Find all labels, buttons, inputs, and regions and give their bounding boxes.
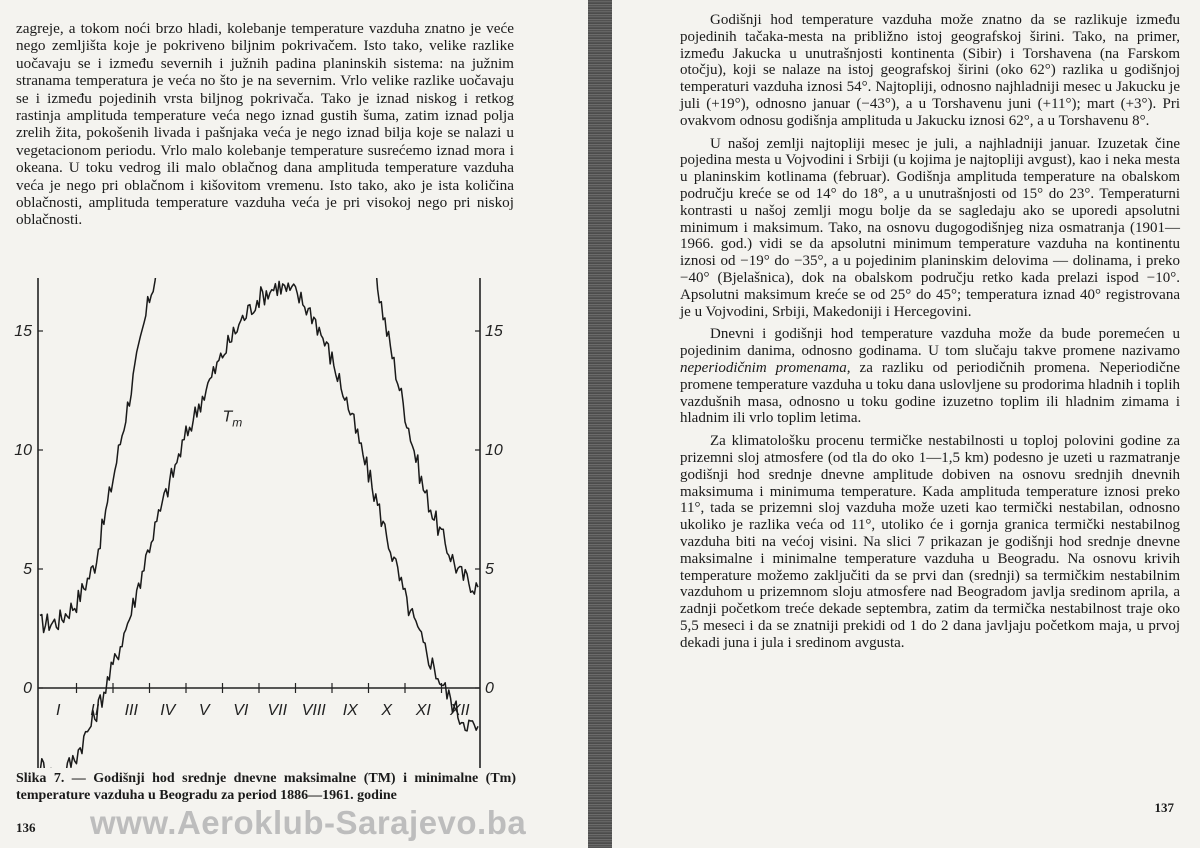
temperature-chart xyxy=(0,278,520,768)
left-y-tick-label: 5 xyxy=(23,561,32,578)
right-y-tick-label: 0 xyxy=(485,680,494,697)
paragraph-3-start: Dnevni i godišnji hod temperature vazduha može da bude poremećen u pojedinim danima, odnosno godinama. U tom slučaju takve promene nazivamo xyxy=(680,326,1180,360)
book-gutter xyxy=(588,0,612,848)
left-y-tick-label: 0 xyxy=(23,680,32,697)
month-label: VIII xyxy=(301,702,326,719)
right-paragraph-4: Za klimatološku procenu termičke nestabilnosti u toploj polovini godine za prizemni sloj atmosfere (od tla do oko 1—1,5 km) podesno je uzeti u razmatranje godišnji hod srednje dnevne amplitude dobiven na osnovu srednjih dnevnih maksimuma i minimuma temperature. Kada amplituda temperature iznosi preko 11°, tada se prizemni sloj vazduha može uzeti kao termički nestabilan, odnosno ukoliko je razlika veća od 11°, utoliko će i gornja granica termički nestabilnog vazduha biti na većoj visini. Na slici 7 prikazan je godišnji hod srednje dnevne maksimalne i minimalne temperature vazduha u Beogradu. Na osnovu krivih temperature možemo zaključiti da se prvi dan (srednji) sa termičkim nestabilnim vazduhom u prizemnom sloju atmosfere nad Beogradom javlja sredinom aprila, a zadnji početkom treće dekade septembra, zatim da termička nestabilnost traje oko 5,5 meseci i da se znatniji prekidi od 1 do 2 dana javljaju početkom maja, u prvoj dekadi juna i jula i sredinom avgusta. xyxy=(680,433,1180,651)
month-label: II xyxy=(90,702,100,719)
page-number-left: 136 xyxy=(16,820,36,835)
series-tmax-line xyxy=(40,278,478,632)
watermark-text: www.Aeroklub-Sarajevo.ba xyxy=(90,804,527,841)
month-label: IV xyxy=(160,702,176,719)
page-number-right: 137 xyxy=(1154,800,1174,815)
month-label: XII xyxy=(449,702,470,719)
right-y-tick-label: 15 xyxy=(485,323,503,340)
paragraph-3-italic-term: neperiodičnim promenama, xyxy=(680,359,851,376)
series-label-tmin: $T_m$ xyxy=(222,408,243,430)
month-label: III xyxy=(124,702,138,719)
month-label: IX xyxy=(342,702,358,719)
month-label: VII xyxy=(267,702,288,719)
right-page xyxy=(612,0,1200,848)
right-paragraph-2: U našoj zemlji najtopliji mesec je juli, a najhladniji januar. Izuzetak čine pojedina mesta u Vojvodini i Srbiji (u kojima je najtopliji avgust), kao i neka mesta u planinskim kotlinama (februar). Godišnja amplituda temperature na obalskom području kreće se od 14° do 18°, a u unutrašnjosti od 15° do 23°. Temperaturni kontrasti u našoj zemlji mogu bolje da se sagledaju ako se uporedi apsolutni minimum i maksimum. Tako, na osnovu dugogodišnjeg niza osmatranja (1901—1966. god.) vidi se da apsolutni minimum temperature vazduha na kontinentu iznosi od −19° do −35°, a u pojedinim planinskim delovima — dolinama, i preko −40° (Bjelašnica), dok na obalskom području retko kada prelazi ispod −10°. Apsolutni maksimum kreće se od 25° do 45°; temperatura iznad 40° registrovana je u Vojvodini, Srbiji, Makedoniji i Hercegovini. xyxy=(680,135,1180,320)
paragraph-3-end: za razliku od periodičnih promena. Neperiodične promene temperature vazduha u toku dana uslovljene su prodorima hladnih i toplih vazdušnih masa, odnosno u toku godine izuzetno toplim ili hladnim zimama i hladnim ili vrlo toplim letima. xyxy=(680,359,1181,427)
left-body-paragraph: zagreje, a tokom noći brzo hladi, kolebanje temperature vazduha znatno je veće nego zemljišta koje je pokriveno biljnim pokrivačem. Isto tako, velike razlike uočavaju se i između severnih i južnih padina planinskih sistema: na južnim stranama temperatura je veća no što je na severnim. Vrlo velike razlike uočavaju se i između pojedinih vrsta biljnog pokrivača. Tako je iznad niskog i retkog rastinja amplituda temperature veća nego iznad gustih šuma, zatim iznad polja zrelih žita, pokošenih livada i pašnjaka veća je nego iznad bilja koje se nalazi u vegetacionom periodu. Vrlo malo kolebanje temperature susrećemo iznad mora i okeana. U toku vedrog ili malo oblačnog dana amplituda temperature vazduha veća je nego pri oblačnom i kišovitom vremenu. Isto tako, ako je ista količina oblačnosti, amplituda temperature vazduha veća je pri visokoj nego pri niskoj oblačnosti. xyxy=(16,20,514,229)
month-label: I xyxy=(56,702,61,719)
right-paragraph-1: Godišnji hod temperature vazduha može znatno da se razlikuje između pojedinih tačaka-mesta na približno istoj geografskoj širini. Tako, na primer, između Jakucka u unutrašnjosti kontinenta (Sibir) i Torshavena (na Farskom otočju), koji se nalaze na istoj geografskoj širini (oko 62°) razlika u godišnjoj temperaturi vazduha iznosi 54°. Najtopliji, odnosno najhladniji mesec u Jakucku je juli (+19°), odnosno januar (−43°), a u Torshavenu juni (+11°); mart (+3°). Pri ovakvom odnosu godišnja amplituda u Jakucku iznosi 62°, a u Torshavenu 8°. xyxy=(680,12,1180,129)
series-label-subscript: m xyxy=(232,415,243,430)
caption-text: Slika 7. — Godišnji hod srednje dnevne maksimalne (TM) i minimalne (Tm) temperature vazduha u Beogradu za period 1886—1961. godine xyxy=(16,771,516,803)
right-y-tick-label: 10 xyxy=(485,442,503,459)
month-label: X xyxy=(381,702,393,719)
right-paragraph-3 xyxy=(680,326,1180,427)
month-label: VI xyxy=(233,702,249,719)
left-y-tick-label: 10 xyxy=(14,442,32,459)
month-label: V xyxy=(198,702,210,719)
series-tmin-line xyxy=(40,281,478,768)
right-text-column xyxy=(680,12,1180,657)
right-y-tick-label: 5 xyxy=(485,561,494,578)
left-page xyxy=(0,0,588,848)
month-label: XI xyxy=(415,702,431,719)
figure-caption xyxy=(16,770,516,804)
left-y-tick-label: 15 xyxy=(14,323,32,340)
